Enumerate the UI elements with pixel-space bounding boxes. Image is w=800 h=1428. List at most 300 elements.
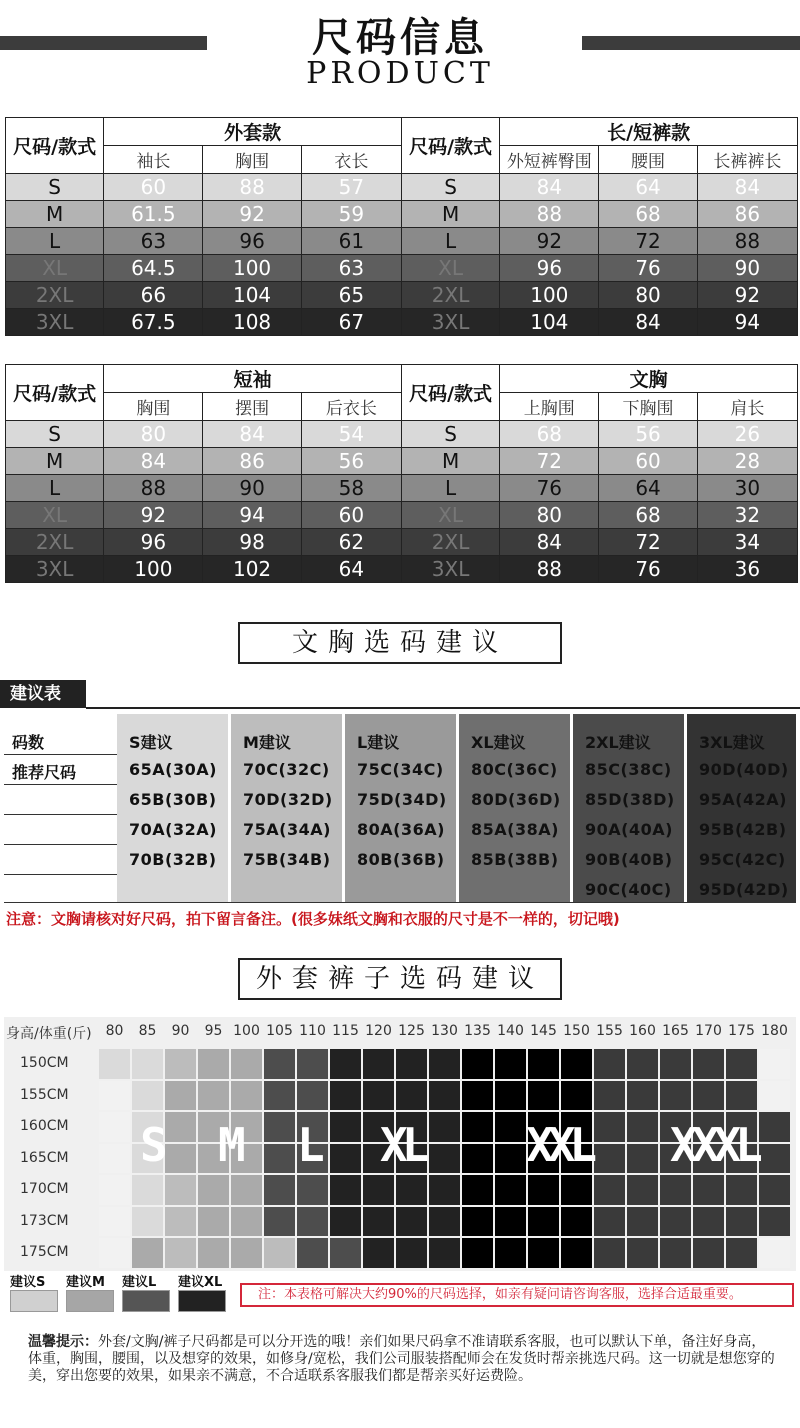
tips-text	[28, 1334, 778, 1385]
grid-cell	[264, 1238, 295, 1268]
weight-header: 150	[563, 1023, 590, 1039]
size-label: 2XL	[431, 283, 470, 307]
grid-cell	[660, 1081, 691, 1111]
grid-cell	[495, 1081, 526, 1111]
size-label: 3XL	[431, 557, 470, 581]
size-cell	[401, 421, 499, 448]
value-cell: 72	[500, 448, 599, 475]
size-cell	[401, 201, 499, 228]
col-label: 尺码/款式	[6, 365, 104, 421]
bra-size-value: 85C(38C)	[585, 760, 672, 779]
table-row	[6, 475, 798, 502]
value-cell: 67.5	[104, 309, 203, 336]
size-cell	[6, 475, 104, 502]
page-title: 尺码信息	[312, 15, 488, 61]
bra-size-value: 95D(42D)	[699, 880, 789, 899]
size-cell	[401, 228, 499, 255]
bra-size-value: 75C(34C)	[357, 760, 444, 779]
grid-cell	[759, 1144, 790, 1174]
grid-cell	[594, 1238, 625, 1268]
value-cell: 84	[599, 309, 697, 336]
value-cell: 56	[301, 448, 401, 475]
grid-cell	[330, 1049, 361, 1079]
legend-label: 建议XL	[178, 1275, 223, 1290]
value-cell: 61.5	[104, 201, 203, 228]
grid-cell	[99, 1081, 130, 1111]
grid-cell	[693, 1238, 724, 1268]
value-cell: 30	[697, 475, 797, 502]
grid-cell	[693, 1207, 724, 1237]
size-cell	[6, 448, 104, 475]
grid-cell	[132, 1175, 163, 1205]
grid-cell	[99, 1144, 130, 1174]
grid-cell	[165, 1144, 196, 1174]
size-label: 2XL	[35, 283, 74, 307]
grid-cell	[627, 1049, 658, 1079]
row-label-recommend: 推荐尺码	[12, 763, 77, 782]
grid-cell	[627, 1175, 658, 1205]
size-cell	[6, 529, 104, 556]
value-cell: 92	[697, 282, 797, 309]
grid-cell	[330, 1207, 361, 1237]
size-table-coat-pants	[5, 117, 798, 336]
grid-cell	[627, 1144, 658, 1174]
group-header-right: 长/短裤款	[500, 118, 798, 146]
bra-note: 注意：文胸请核对好尺码，拍下留言备注。(很多妹纸文胸和衣服的尺寸是不一样的，切记哦)	[6, 910, 620, 928]
value-cell: 84	[104, 448, 203, 475]
value-cell: 68	[599, 502, 697, 529]
bra-row-divider	[4, 754, 117, 755]
value-cell: 102	[203, 556, 301, 583]
size-overlay-label: S	[140, 1118, 162, 1172]
size-label: S	[444, 175, 457, 199]
size-label: M	[45, 202, 64, 226]
size-label: 2XL	[431, 530, 470, 554]
grid-cell	[363, 1049, 394, 1079]
grid-cell	[462, 1207, 493, 1237]
grid-cell	[495, 1207, 526, 1237]
value-cell: 104	[203, 282, 301, 309]
size-label: 3XL	[431, 310, 470, 334]
value-cell: 84	[697, 174, 797, 201]
grid-cell	[165, 1112, 196, 1142]
bra-size-value: 80C(36C)	[471, 760, 558, 779]
bra-size-value: 75A(34A)	[243, 820, 331, 839]
value-cell: 94	[697, 309, 797, 336]
bra-size-value: 90C(40C)	[585, 880, 672, 899]
size-label: S	[444, 422, 457, 446]
grid-cell	[165, 1049, 196, 1079]
height-label: 155CM	[20, 1086, 69, 1103]
table-row	[6, 174, 798, 201]
grid-cell	[363, 1175, 394, 1205]
value-cell: 64	[301, 556, 401, 583]
grid-cell	[561, 1081, 592, 1111]
bra-column-header: L建议	[357, 733, 400, 752]
size-label: XL	[438, 503, 463, 527]
grid-cell	[132, 1081, 163, 1111]
recommend-tag-bar	[0, 680, 800, 710]
size-cell	[401, 255, 499, 282]
value-cell: 86	[697, 201, 797, 228]
size-label: 3XL	[35, 310, 74, 334]
size-label: L	[49, 229, 61, 253]
value-cell: 92	[500, 228, 599, 255]
grid-cell	[198, 1207, 229, 1237]
value-cell: 90	[697, 255, 797, 282]
weight-header: 155	[596, 1023, 623, 1039]
size-cell	[401, 556, 499, 583]
value-cell: 100	[104, 556, 203, 583]
grid-cell	[693, 1081, 724, 1111]
value-cell: 72	[599, 529, 697, 556]
tips-label: 温馨提示：	[28, 1334, 98, 1350]
value-cell: 100	[500, 282, 599, 309]
grid-cell	[462, 1238, 493, 1268]
grid-cell	[759, 1207, 790, 1237]
grid-cell	[396, 1175, 427, 1205]
grid-cell	[462, 1175, 493, 1205]
grid-cell	[528, 1238, 559, 1268]
grid-cell	[132, 1049, 163, 1079]
size-overlay-label: XL	[380, 1118, 424, 1172]
bra-size-value: 95A(42A)	[699, 790, 787, 809]
grid-cell	[726, 1175, 757, 1205]
bra-size-value: 95B(42B)	[699, 820, 787, 839]
value-cell: 26	[697, 421, 797, 448]
value-cell: 34	[697, 529, 797, 556]
grid-cell	[198, 1081, 229, 1111]
value-cell: 94	[203, 502, 301, 529]
grid-cell	[231, 1207, 262, 1237]
grid-cell	[429, 1175, 460, 1205]
grid-cell	[759, 1238, 790, 1268]
legend-label: 建议M	[66, 1275, 105, 1290]
grid-cell	[759, 1049, 790, 1079]
grid-cell	[528, 1207, 559, 1237]
size-cell	[401, 282, 499, 309]
weight-header: 115	[332, 1023, 359, 1039]
value-cell: 60	[301, 502, 401, 529]
table-row	[6, 448, 798, 475]
weight-header: 175	[728, 1023, 755, 1039]
bra-column-header: S建议	[129, 733, 173, 752]
legend-swatch	[122, 1290, 170, 1312]
weight-header: 105	[266, 1023, 293, 1039]
grid-cell	[231, 1081, 262, 1111]
value-cell: 80	[104, 421, 203, 448]
value-cell: 98	[203, 529, 301, 556]
value-cell: 100	[203, 255, 301, 282]
bra-size-value: 75D(34D)	[357, 790, 447, 809]
value-cell: 57	[301, 174, 401, 201]
sub-header: 胸围	[203, 146, 301, 174]
grid-cell	[165, 1207, 196, 1237]
value-cell: 56	[599, 421, 697, 448]
value-cell: 96	[500, 255, 599, 282]
sub-header: 长裤裤长	[697, 146, 797, 174]
group-header-left: 短袖	[104, 365, 402, 393]
grid-cell	[627, 1081, 658, 1111]
grid-cell	[429, 1238, 460, 1268]
grid-cell	[165, 1081, 196, 1111]
grid-cell	[396, 1207, 427, 1237]
grid-cell	[99, 1175, 130, 1205]
sub-header: 腰围	[599, 146, 697, 174]
value-cell: 64	[599, 174, 697, 201]
bra-size-value: 90B(40B)	[585, 850, 673, 869]
size-label: S	[48, 422, 61, 446]
row-label-codes: 码数	[12, 733, 45, 752]
size-cell	[401, 502, 499, 529]
size-label: L	[49, 476, 61, 500]
grid-cell	[132, 1207, 163, 1237]
grid-cell	[627, 1238, 658, 1268]
grid-cell	[165, 1238, 196, 1268]
grid-cell	[264, 1144, 295, 1174]
grid-cell	[396, 1081, 427, 1111]
weight-header: 110	[299, 1023, 326, 1039]
weight-header: 180	[761, 1023, 788, 1039]
grid-cell	[759, 1175, 790, 1205]
value-cell: 59	[301, 201, 401, 228]
grid-cell	[198, 1238, 229, 1268]
grid-cell	[231, 1049, 262, 1079]
grid-cell	[627, 1112, 658, 1142]
legend-label: 建议S	[10, 1275, 46, 1290]
table-row	[6, 255, 798, 282]
size-label: M	[441, 202, 460, 226]
legend-note: 注：本表格可解决大约90%的尺码选择，如亲有疑问请咨询客服，选择合适最重要。	[240, 1283, 794, 1307]
size-cell	[401, 174, 499, 201]
table-row	[6, 502, 798, 529]
sub-header: 袖长	[104, 146, 203, 174]
grid-cell	[330, 1238, 361, 1268]
bra-size-value: 80D(36D)	[471, 790, 561, 809]
grid-cell	[396, 1238, 427, 1268]
table-row	[6, 421, 798, 448]
grid-cell	[561, 1207, 592, 1237]
value-cell: 36	[697, 556, 797, 583]
legend-swatch	[178, 1290, 226, 1312]
grid-cell	[462, 1081, 493, 1111]
grid-cell	[297, 1238, 328, 1268]
weight-header: 90	[171, 1023, 190, 1039]
value-cell: 66	[104, 282, 203, 309]
sub-header: 衣长	[301, 146, 401, 174]
bra-size-value: 90A(40A)	[585, 820, 673, 839]
size-label: M	[441, 449, 460, 473]
grid-cell	[726, 1049, 757, 1079]
grid-cell	[264, 1207, 295, 1237]
grid-cell	[297, 1175, 328, 1205]
grid-cell	[759, 1112, 790, 1142]
bra-size-value: 70D(32D)	[243, 790, 333, 809]
grid-cell	[99, 1238, 130, 1268]
size-cell	[6, 228, 104, 255]
bra-row-divider	[4, 874, 117, 875]
bra-row-divider	[4, 844, 117, 845]
size-cell	[6, 255, 104, 282]
grid-cell	[528, 1081, 559, 1111]
col-label: 尺码/款式	[6, 118, 104, 174]
col-label: 尺码/款式	[401, 118, 499, 174]
size-label: 2XL	[35, 530, 74, 554]
value-cell: 76	[500, 475, 599, 502]
size-overlay-label: XXXL	[670, 1118, 757, 1172]
value-cell: 65	[301, 282, 401, 309]
bra-size-value: 70C(32C)	[243, 760, 330, 779]
page-subtitle: PRODUCT	[306, 56, 494, 91]
bra-column-header: XL建议	[471, 733, 526, 752]
size-label: S	[48, 175, 61, 199]
recommend-tag: 建议表	[0, 680, 86, 708]
value-cell: 76	[599, 255, 697, 282]
grid-cell	[660, 1238, 691, 1268]
size-cell	[6, 502, 104, 529]
grid-cell	[726, 1207, 757, 1237]
sub-header: 外短裤臀围	[500, 146, 599, 174]
grid-cell	[462, 1049, 493, 1079]
bra-size-value: 80A(36A)	[357, 820, 445, 839]
value-cell: 88	[500, 556, 599, 583]
sub-header: 下胸围	[599, 393, 697, 421]
grid-cell	[495, 1112, 526, 1142]
grid-cell	[759, 1081, 790, 1111]
grid-cell	[363, 1081, 394, 1111]
grid-cell	[594, 1112, 625, 1142]
weight-header: 130	[431, 1023, 458, 1039]
weight-header: 160	[629, 1023, 656, 1039]
bra-size-value: 65B(30B)	[129, 790, 217, 809]
sub-header: 摆围	[203, 393, 301, 421]
bra-size-value: 90D(40D)	[699, 760, 789, 779]
col-label: 尺码/款式	[401, 365, 499, 421]
sub-header: 胸围	[104, 393, 203, 421]
size-cell	[6, 282, 104, 309]
value-cell: 84	[203, 421, 301, 448]
value-cell: 67	[301, 309, 401, 336]
value-cell: 64.5	[104, 255, 203, 282]
grid-cell	[429, 1081, 460, 1111]
grid-cell	[495, 1049, 526, 1079]
bra-bottom-line	[4, 902, 796, 903]
grid-cell	[594, 1207, 625, 1237]
grid-cell	[99, 1049, 130, 1079]
bra-size-value: 65A(30A)	[129, 760, 217, 779]
table-row	[6, 309, 798, 336]
grid-cell	[561, 1049, 592, 1079]
bra-size-value: 85A(38A)	[471, 820, 559, 839]
value-cell: 90	[203, 475, 301, 502]
grid-cell	[660, 1175, 691, 1205]
size-label: XL	[42, 503, 68, 527]
value-cell: 96	[104, 529, 203, 556]
value-cell: 68	[500, 421, 599, 448]
grid-cell	[99, 1207, 130, 1237]
size-label: M	[45, 449, 64, 473]
value-cell: 80	[599, 282, 697, 309]
grid-cell	[264, 1112, 295, 1142]
grid-cell	[165, 1175, 196, 1205]
legend-swatch	[66, 1290, 114, 1312]
grid-cell	[429, 1207, 460, 1237]
grid-cell	[594, 1175, 625, 1205]
value-cell: 96	[203, 228, 301, 255]
grid-cell	[429, 1144, 460, 1174]
table-row	[6, 529, 798, 556]
grid-cell	[726, 1238, 757, 1268]
bra-section-title: 文胸选码建议	[238, 622, 562, 664]
weight-header: 85	[138, 1023, 157, 1039]
value-cell: 88	[500, 201, 599, 228]
value-cell: 80	[500, 502, 599, 529]
grid-cell	[198, 1175, 229, 1205]
bra-row-divider	[4, 784, 117, 785]
size-label: XL	[438, 256, 463, 280]
bra-column-header: 2XL建议	[585, 733, 651, 752]
grid-cell	[561, 1238, 592, 1268]
value-cell: 92	[104, 502, 203, 529]
grid-cell	[363, 1238, 394, 1268]
tips-body: 外套/文胸/裤子尺码都是可以分开选的哦！亲们如果尺码拿不准请联系客服，也可以默认下单，备注好身高，体重，胸围，腰围，以及想穿的效果，如修身/宽松，我们公司服装搭配师会在发货时帮亲挑选尺码。这一切就是想您穿的美，穿出您要的效果，如果亲不满意，不合适联系客服我们都是帮亲买好运费险。	[28, 1334, 775, 1384]
size-label: L	[445, 229, 457, 253]
grid-cell	[264, 1175, 295, 1205]
value-cell: 72	[599, 228, 697, 255]
grid-cell	[693, 1175, 724, 1205]
value-cell: 60	[599, 448, 697, 475]
height-label: 170CM	[20, 1181, 69, 1197]
grid-cell	[231, 1175, 262, 1205]
value-cell: 63	[301, 255, 401, 282]
value-cell: 86	[203, 448, 301, 475]
weight-header: 120	[365, 1023, 392, 1039]
grid-cell	[660, 1207, 691, 1237]
grid-cell	[330, 1081, 361, 1111]
table-row	[6, 201, 798, 228]
value-cell: 62	[301, 529, 401, 556]
size-overlay-label: M	[218, 1118, 240, 1172]
grid-cell	[726, 1081, 757, 1111]
grid-cell	[627, 1207, 658, 1237]
size-cell	[401, 309, 499, 336]
grid-cell	[528, 1049, 559, 1079]
value-cell: 88	[104, 475, 203, 502]
size-label: L	[444, 476, 457, 500]
grid-cell	[363, 1207, 394, 1237]
coat-corner-label: 身高/体重(斤)	[6, 1026, 92, 1042]
weight-header: 95	[204, 1023, 223, 1039]
grid-cell	[528, 1175, 559, 1205]
grid-cell	[429, 1112, 460, 1142]
grid-cell	[396, 1049, 427, 1079]
value-cell: 58	[301, 475, 401, 502]
bra-column-header: M建议	[243, 733, 291, 752]
weight-header: 125	[398, 1023, 425, 1039]
value-cell: 60	[104, 174, 203, 201]
table-row	[6, 282, 798, 309]
grid-cell	[297, 1081, 328, 1111]
grid-cell	[198, 1049, 229, 1079]
weight-header: 100	[233, 1023, 260, 1039]
value-cell: 104	[500, 309, 599, 336]
grid-cell	[660, 1049, 691, 1079]
group-header-left: 外套款	[104, 118, 402, 146]
coat-section-title: 外套裤子选码建议	[238, 958, 562, 1000]
grid-cell	[330, 1144, 361, 1174]
bra-size-value: 70A(32A)	[129, 820, 217, 839]
height-label: 175CM	[20, 1244, 69, 1260]
